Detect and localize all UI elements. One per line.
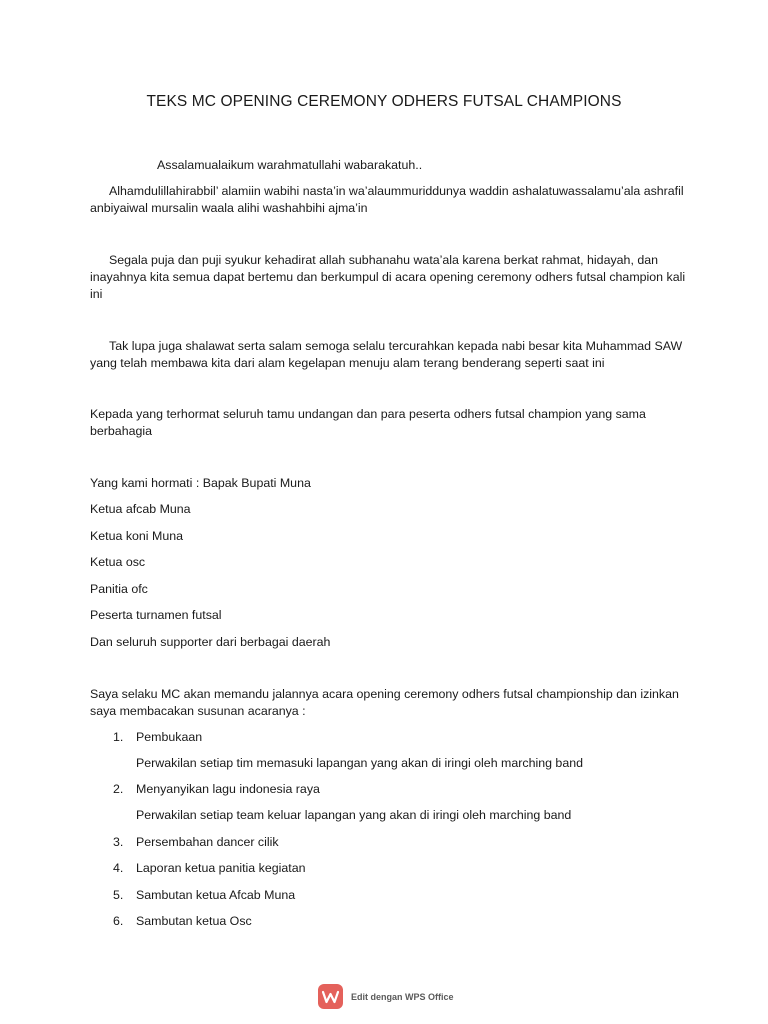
wps-office-logo-icon	[318, 984, 343, 1009]
agenda-item: Persembahan dancer cilik	[136, 835, 279, 849]
honored-guest-line: Panitia ofc	[90, 582, 148, 596]
agenda-item: Laporan ketua panitia kegiatan	[136, 861, 306, 875]
agenda-item: Sambutan ketua Afcab Muna	[136, 888, 296, 902]
honored-guest-line: Ketua osc	[90, 555, 146, 569]
agenda-item: Pembukaan	[136, 730, 203, 744]
honored-guest-line: Dan seluruh supporter dari berbagai daerah	[90, 635, 331, 649]
agenda-item: Sambutan ketua Osc	[136, 914, 252, 928]
agenda-number: 5.	[113, 888, 124, 902]
paragraph-gratitude: Segala puja dan puji syukur kehadirat allah subhanahu wata’ala karena berkat rahmat, hidayah, dan inayahnya kita semua dapat bertemu dan berkumpul di acara opening ceremony odhers futsal champion kali ini	[90, 253, 686, 301]
agenda-number: 3.	[113, 835, 124, 849]
paragraph-opening-prayer: Alhamdulillahirabbil’ alamiin wabihi nasta’in wa’alaummuriddunya waddin ashalatuwassalamu’ala ashrafil anbiyaiwal mursalin waala alihi washahbihi ajma’in	[90, 184, 684, 215]
agenda-subitem: Perwakilan setiap tim memasuki lapangan yang akan di iringi oleh marching band	[136, 756, 584, 770]
wps-edit-badge[interactable]	[318, 984, 454, 1009]
honored-guest-line: Ketua koni Muna	[90, 529, 183, 543]
agenda-number: 6.	[113, 914, 124, 928]
agenda-number: 2.	[113, 782, 124, 796]
agenda-subitem: Perwakilan setiap team keluar lapangan yang akan di iringi oleh marching band	[136, 808, 572, 822]
agenda-number: 1.	[113, 730, 124, 744]
agenda-item: Menyanyikan lagu indonesia raya	[136, 782, 320, 796]
paragraph-address: Kepada yang terhormat seluruh tamu undangan dan para peserta odhers futsal champion yang sama berbahagia	[90, 407, 646, 438]
paragraph-intro: Saya selaku MC akan memandu jalannya acara opening ceremony odhers futsal championship dan izinkan saya membacakan susunan acaranya :	[90, 687, 679, 718]
honored-guest-line: Peserta turnamen futsal	[90, 608, 222, 622]
honored-guest-line: Ketua afcab Muna	[90, 502, 191, 516]
document-title: TEKS MC OPENING CEREMONY ODHERS FUTSAL CHAMPIONS	[146, 93, 622, 110]
greeting-text: Assalamualaikum warahmatullahi wabarakatuh..	[157, 158, 423, 172]
agenda-number: 4.	[113, 861, 124, 875]
honored-guest-line: Yang kami hormati : Bapak Bupati Muna	[90, 476, 311, 490]
wps-edit-label: Edit dengan WPS Office	[351, 991, 454, 1002]
paragraph-shalawat: Tak lupa juga shalawat serta salam semoga selalu tercurahkan kepada nabi besar kita Muhammad SAW yang telah membawa kita dari alam kegelapan menuju alam terang benderang seperti saat ini	[90, 339, 683, 370]
